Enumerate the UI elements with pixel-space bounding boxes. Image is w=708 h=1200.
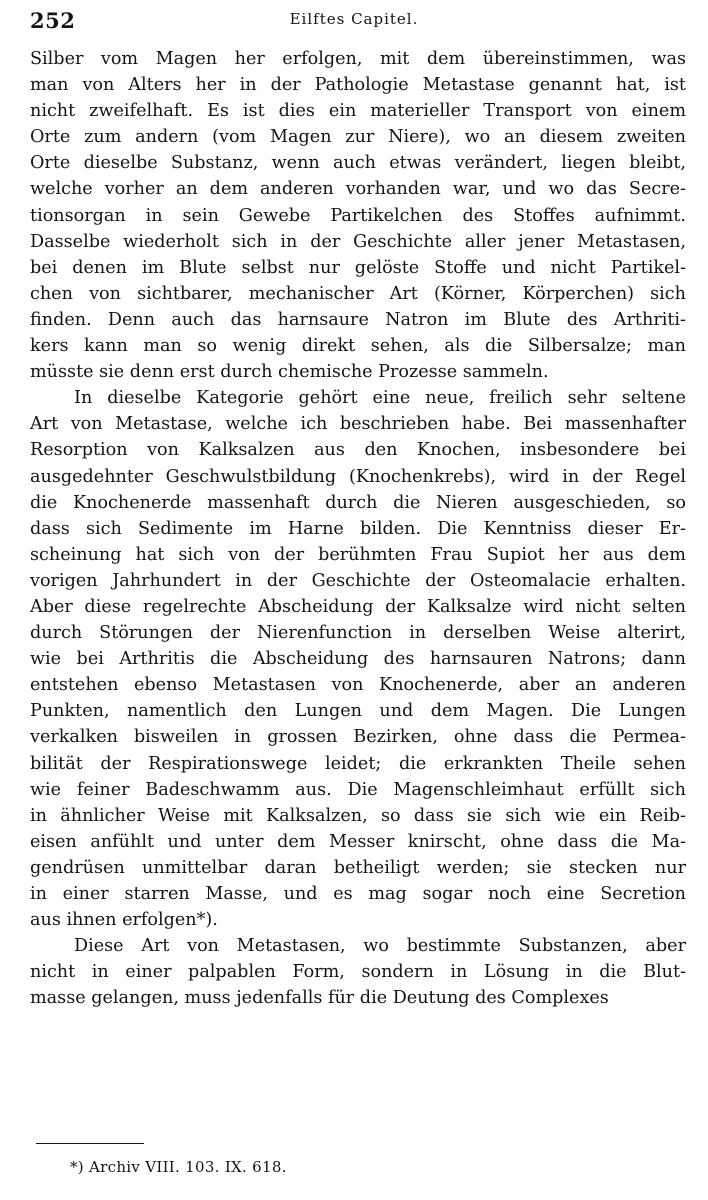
running-head: Eilftes Capitel. (289, 10, 419, 28)
text-line: tionsorgan in sein Gewebe Partikelchen des Stoffes aufnimmt. (30, 205, 686, 226)
text-line: chen von sichtbarer, mechanischer Art (Körner, Körperchen) sich (30, 283, 686, 304)
text-line: wie bei Arthritis die Abscheidung des harnsauren Natrons; dann (30, 649, 686, 670)
text-line: welche vorher an dem anderen vorhanden war, und wo das Secre- (30, 179, 686, 200)
text-line: ausgedehnter Geschwulstbildung (Knochenkrebs), wird in der Regel (30, 466, 686, 487)
text-line: Diese Art von Metastasen, wo bestimmte Substanzen, aber (74, 936, 686, 957)
paragraph (30, 46, 686, 385)
text-line: wie feiner Badeschwamm aus. Die Magenschleimhaut erfüllt sich (30, 779, 686, 800)
text-line: aus ihnen erfolgen*). (30, 910, 218, 931)
text-line: dass sich Sedimente im Harne bilden. Die Kenntniss dieser Er- (30, 518, 686, 539)
text-line: nicht zweifelhaft. Es ist dies ein materieller Transport von einem (30, 101, 686, 122)
text-line: Silber vom Magen her erfolgen, mit dem übereinstimmen, was (30, 49, 686, 69)
text-line: bilität der Respirationswege leidet; die erkrankten Theile sehen (30, 753, 686, 774)
text-line: kers kann man so wenig direkt sehen, als die Silbersalze; man (30, 336, 686, 357)
text-line: durch Störungen der Nierenfunction in derselben Weise alterirt, (30, 623, 686, 644)
footnote: *) Archiv VIII. 103. IX. 618. (70, 1158, 287, 1176)
paragraph (30, 385, 686, 933)
text-line: Punkten, namentlich den Lungen und dem Magen. Die Lungen (30, 701, 686, 722)
text-line: die Knochenerde massenhaft durch die Nieren ausgeschieden, so (30, 492, 686, 513)
text-line: bei denen im Blute selbst nur gelöste Stoffe und nicht Partikel- (30, 257, 686, 278)
text-line: Orte dieselbe Substanz, wenn auch etwas verändert, liegen bleibt, (30, 153, 686, 174)
text-line: vorigen Jahrhundert in der Geschichte der Osteomalacie erhalten. (30, 570, 686, 591)
text-line: Orte zum andern (vom Magen zur Niere), wo an diesem zweiten (30, 127, 686, 148)
text-line: gendrüsen unmittelbar daran betheiligt werden; sie stecken nur (30, 857, 686, 878)
text-line: finden. Denn auch das harnsaure Natron im Blute des Arthriti- (30, 309, 686, 330)
text-line: masse gelangen, muss jedenfalls für die Deutung des Complexes (30, 988, 609, 1009)
text-line: Art von Metastase, welche ich beschrieben habe. Bei massenhafter (30, 414, 686, 435)
text-line: in ähnlicher Weise mit Kalksalzen, so dass sie sich wie ein Reib- (30, 805, 686, 826)
text-line: nicht in einer palpablen Form, sondern in Lösung in die Blut- (30, 962, 686, 983)
text-line: Aber diese regelrechte Abscheidung der Kalksalze wird nicht selten (30, 596, 686, 617)
text-line: müsste sie denn erst durch chemische Prozesse sammeln. (30, 362, 549, 383)
paragraph (30, 933, 686, 1011)
text-line: in einer starren Masse, und es mag sogar noch eine Secretion (30, 884, 686, 904)
text-line: Resorption von Kalksalzen aus den Knochen, insbesondere bei (30, 440, 686, 461)
text-line: entstehen ebenso Metastasen von Knochenerde, aber an anderen (30, 675, 686, 696)
body-text (30, 46, 686, 1011)
text-line: scheinung hat sich von der berühmten Frau Supiot her aus dem (30, 544, 686, 565)
page-number: 252 (30, 8, 76, 33)
text-line: eisen anfühlt und unter dem Messer knirscht, ohne dass die Ma- (30, 831, 686, 852)
text-line: man von Alters her in der Pathologie Metastase genannt hat, ist (30, 75, 686, 96)
text-line: In dieselbe Kategorie gehört eine neue, freilich sehr seltene (74, 388, 686, 409)
footnote-divider (36, 1143, 144, 1144)
text-line: verkalken bisweilen in grossen Bezirken, ohne dass die Permea- (30, 727, 686, 748)
text-line: Dasselbe wiederholt sich in der Geschichte aller jener Metastasen, (30, 231, 686, 252)
